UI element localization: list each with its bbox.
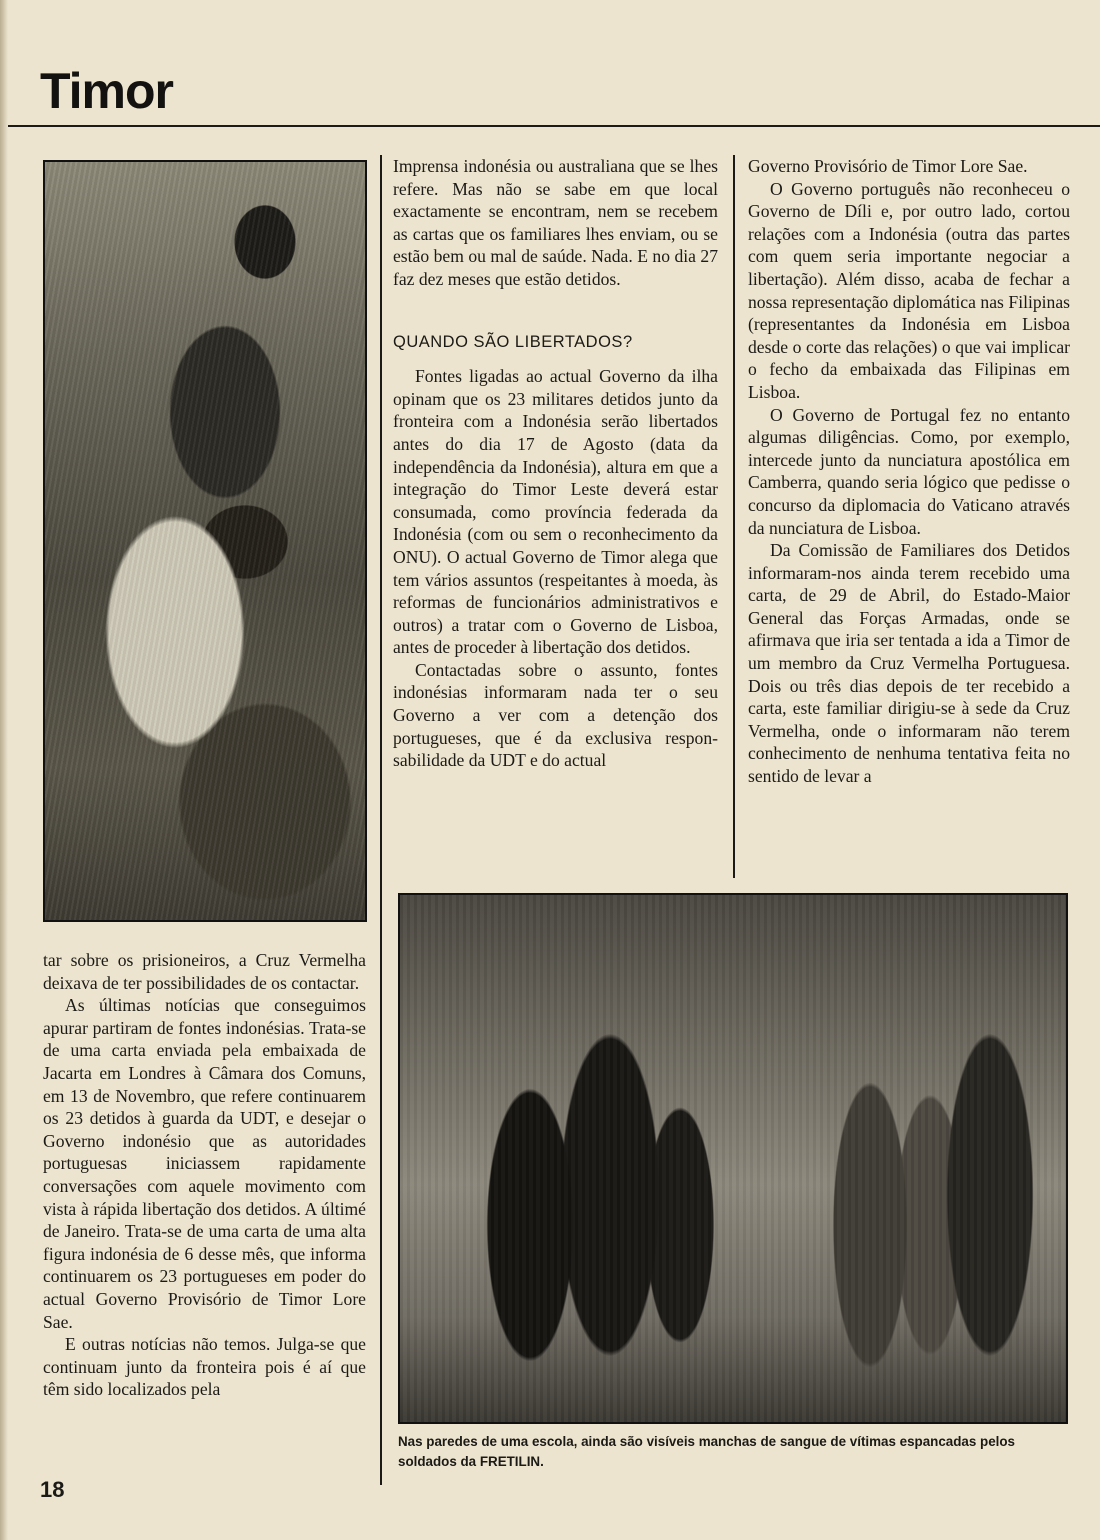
section-title: Timor bbox=[40, 63, 173, 119]
page-edge bbox=[0, 0, 8, 1540]
page-number: 18 bbox=[40, 1477, 65, 1502]
subheading: QUANDO SÃO LIBERTADOS? bbox=[393, 332, 633, 351]
paragraph: Da Comissão de Familiares dos Detidos informaram-nos ainda terem recebido uma carta, de 29 de Abril, do Estado-Maior General das Forças Armadas, onde se afirmava que iria ser tentada a ida a Timor de um membro da Cruz Vermelha Portuguesa. Dois ou três dias depois de ter recebido a carta, este familiar dirigiu-se à sede da Cruz Vermelha, onde o informaram não terem conhecimento de nenhuma tentativa feita no sentido de levar a bbox=[748, 540, 1070, 787]
paragraph: Contactadas sobre o assunto, fontes indonésias informaram nada ter o seu Governo a ver com a detenção dos portugueses, que é da exclusiva responsabilidade da UDT e do actual bbox=[393, 659, 718, 771]
photo-caption: Nas paredes de uma escola, ainda são visíveis manchas de sangue de vítimas espancadas pelos soldados da FRETILIN. bbox=[398, 1434, 1016, 1469]
paragraph: tar sobre os prisioneiros, a Cruz Vermelha deixava de ter possibilidades de os contactar. bbox=[43, 950, 366, 993]
paragraph: As últimas notícias que conseguimos apurar partiram de fontes indonésias. Trata-se de uma carta enviada pela embaixada de Jacarta em Londres à Câmara dos Comuns, em 13 de Novembro, que refere continuarem os 23 detidos à guarda da UDT, e desejar o Governo indonésio que as autoridades portuguesas iniciassem rapidamente conversações com aquele movimento com vista à rápida libertação dos detidos. A últimé de Janeiro. Trata-se de uma carta de uma alta figura indonésia de 6 desse mês, que informa continuarem os 23 portugueses em poder do actual Governo Provisório de Timor Lore Sae. bbox=[43, 995, 366, 1332]
paragraph: Governo Provisório de Timor Lore Sae. bbox=[748, 156, 1028, 176]
paragraph: O Governo de Portugal fez no entanto algumas diligências. Como, por exemplo, intercede junto da nunciatura apostólica em Camberra, quando seria lógico que pedisse o concurso da diplomacia do Vaticano através da nunciatura de Lisboa. bbox=[748, 404, 1070, 538]
column-divider bbox=[733, 155, 735, 878]
header-rule bbox=[8, 125, 1100, 127]
photo-school-wall bbox=[398, 893, 1068, 1424]
article-column-3 bbox=[748, 155, 1070, 788]
column-divider bbox=[380, 155, 382, 1485]
paragraph: Imprensa indonésia ou australiana que se lhes refere. Mas não se sabe em que local exactamente se encontram, nem se recebem as cartas que os familiares lhes enviam, ou se estão bem ou mal de saúde. Nada. E no dia 27 faz dez meses que estão detidos. bbox=[393, 156, 718, 289]
paragraph: Fontes ligadas ao actual Governo da ilha opinam que os 23 militares detidos junto da fronteira com a Indonésia serão libertados antes do dia 17 de Agosto (data da independência da Indonésia), altura em que a integração do Timor Leste deverá estar consumada, como província federada da Indonésia (com ou sem o reconhecimento da ONU). O actual Governo de Timor alega que tem vários assuntos (respeitantes à moeda, às reformas de funcionários administrativos e outros) a tratar com o Governo de Lisboa, antes de proceder à libertação dos detidos. bbox=[393, 366, 718, 658]
article-column-1 bbox=[43, 949, 366, 1401]
article-column-2 bbox=[393, 155, 718, 772]
photo-prisoner bbox=[43, 160, 367, 922]
paragraph: E outras notícias não temos. Julga-se que continuam junto da fronteira pois é aí que têm sido localizados pela bbox=[43, 1334, 366, 1400]
paragraph: O Governo português não reconheceu o Governo de Díli e, por outro lado, cortou relações com a Indonésia (outra das partes com quem seria importante negociar a libertação). Além disso, acaba de fechar a nossa representação diplomática nas Filipinas (representantes da Indonésia em Lisboa desde o corte das relações) o que vai implicar o fecho da embaixada das Filipinas em Lisboa. bbox=[748, 178, 1070, 402]
